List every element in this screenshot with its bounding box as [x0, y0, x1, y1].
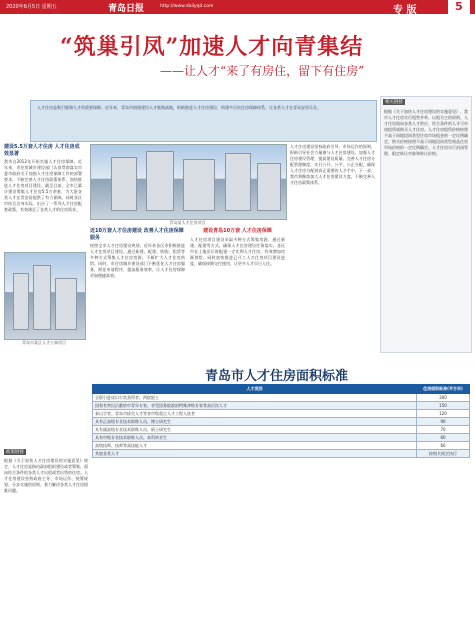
page-headline: “筑巢引凤”加速人才向青集结: [60, 34, 364, 60]
column-3-text: 人才住房项目建设采取多种方式筹集房源，通过新建、配建等方式，确保人才住房建设任务落实。各区市在土地出让时配建一定比例人才住房，有效增加房源供给。同时加快推进已开工人才住房项目建设进度，确保按期交付使用，让更多人才早日入住。: [190, 236, 285, 266]
table-cell-category: 具有正高级专业技术职称人员、博士研究生: [93, 418, 417, 426]
column-1-heading: 建设5.5万套人才住房 人才住房成效显著: [4, 144, 80, 157]
newspaper-logo: 青岛日报: [108, 4, 145, 14]
housing-photo-center: [90, 144, 287, 220]
table-cell-category: 全职引进诺贝尔奖获得者、两院院士: [93, 394, 417, 402]
photo-left-caption: 青岛市某区人才公寓项目: [22, 340, 66, 345]
section-label: 专 版: [393, 5, 417, 16]
page-subheadline: ——让人才“来了有房住，留下有住房”: [160, 64, 365, 78]
table-cell-category: 高级技师、技师等高技能人才: [93, 442, 417, 450]
website-url: http://www.dailyqd.com: [160, 4, 214, 9]
column-2-heading: 近10万套人才住房建设 改善人才住房保障服务: [90, 228, 184, 241]
table-cell-area: 60: [417, 442, 470, 450]
table-title: 青岛市人才住房面积标准: [205, 369, 349, 384]
policy-link-text: 根据《关于加快人才住房建设的实施意见》规定，人才住房是指由政府组织建设或者筹集，面向符合条件的各类人才出租或者出售的住房。人才住房建设坚持政府主导、市场运作、统筹规划、分步实施的原则，着力解决各类人才住房困难问题。: [4, 458, 88, 493]
column-3: [190, 228, 285, 347]
table-cell-area: 70: [417, 426, 470, 434]
sidebar-title: 相关链接: [385, 100, 403, 105]
table-cell-category: 国家有突出贡献的中青年专家、享受国务院政府特殊津贴专家等高层次人才: [93, 402, 417, 410]
table-row: [93, 426, 470, 434]
table-row: [93, 410, 470, 418]
sidebar-text: 根据《关于加快人才住房建设的实施意见》，我市人才住房实行租售并举，以租为主的原则。人才住房面向各类人才供应，符合条件的人才可申请租赁或购买人才住房。人才住房租赁价格按照不高于同地段同类型住房市场租金的一定比例确定，购买价格按照不高于同地段同类型商品住房市场价格的一定比例确定。人才住房实行封闭管理，限定转让对象和转让价格。: [384, 109, 468, 156]
intro-text: 人才住房是吸引集聚人才的重要保障。近年来，青岛市围绕建设人才集聚高地，积极推进人才住房建设，构建多层次住房保障体系，让各类人才在青岛安居乐业。: [37, 105, 321, 110]
table-row: [93, 434, 470, 442]
issue-date: 2020年6月5日 星期五: [6, 4, 57, 10]
table-row: [93, 418, 470, 426]
policy-link-title: 政策链接: [6, 450, 24, 455]
table-header-area: 住房面积标准(平方米): [417, 385, 470, 394]
housing-photo-left: [4, 252, 86, 340]
sidebar-box: [380, 96, 472, 353]
intro-box: [30, 100, 377, 142]
table-row: [93, 394, 470, 402]
table-cell-category: 泰山学者、青岛市拔尖人才等省市级重点人才工程入选者: [93, 410, 417, 418]
housing-standard-table: [92, 384, 470, 458]
table-cell-category: 具有副高级专业技术职称人员、硕士研究生: [93, 426, 417, 434]
table-header-category: 人才类别: [93, 385, 417, 394]
table-row: [93, 402, 470, 410]
table-row: [93, 450, 470, 458]
table-cell-area: 按相关规定执行: [417, 450, 470, 458]
column-2-text: 按照全市人才住房建设规划，近年来各区市积极推进人才住房项目建设。通过新建、配建、收购、租赁等多种方式筹集人才住房房源，不断扩大人才住房供给。同时，市住房城乡建设部门不断优化人才住房服务，简化申请程序，提高服务效率，让人才住房保障更加便捷高效。: [90, 243, 185, 278]
column-1-text: 我市自2012年开始实施人才住房保障。近年来，市住房城乡建设部门认真贯彻落实市委市政府关于加强人才住房保障工作的部署要求，不断完善人才住房政策体系，加快推进人才住房项目建设。截至目前，全市已累计建设筹集人才住房5.5万余套，为大批各类人才在青安居提供了有力保障。同时各区市结合自身实际，出台了一系列人才住房配套政策，有效满足了各类人才的住房需求。: [4, 159, 82, 212]
column-1: [4, 144, 82, 249]
column-3-heading: 建设青岛10万套 人才住房保障: [203, 228, 272, 234]
page-number: 5: [448, 0, 470, 14]
table-cell-area: 60: [417, 434, 470, 442]
table-cell-category: 具有中级专业技术职称人员、本科毕业生: [93, 434, 417, 442]
column-4-text: 人才住房建设坚持政府引导、市场运作的原则，积极引导社会力量参与人才住房建设。加强人才住房建设管理，提高建设质量。完善人才住房分配管理制度，实行公开、公平、公正分配，确保人才住房分配到真正需要的人才手中。下一步，我市将继续加大人才住房建设力度，不断完善人才住房政策体系。: [290, 144, 375, 185]
table-cell-category: 其他各类人才: [93, 450, 417, 458]
table-row: [93, 442, 470, 450]
table-cell-area: 120: [417, 410, 470, 418]
table-cell-area: 150: [417, 402, 470, 410]
table-cell-area: 90: [417, 418, 470, 426]
column-2: [90, 228, 185, 359]
photo-center-caption: 青岛某人才住房项目: [169, 220, 206, 225]
table-header-row: [93, 385, 470, 394]
table-cell-area: 300: [417, 394, 470, 402]
